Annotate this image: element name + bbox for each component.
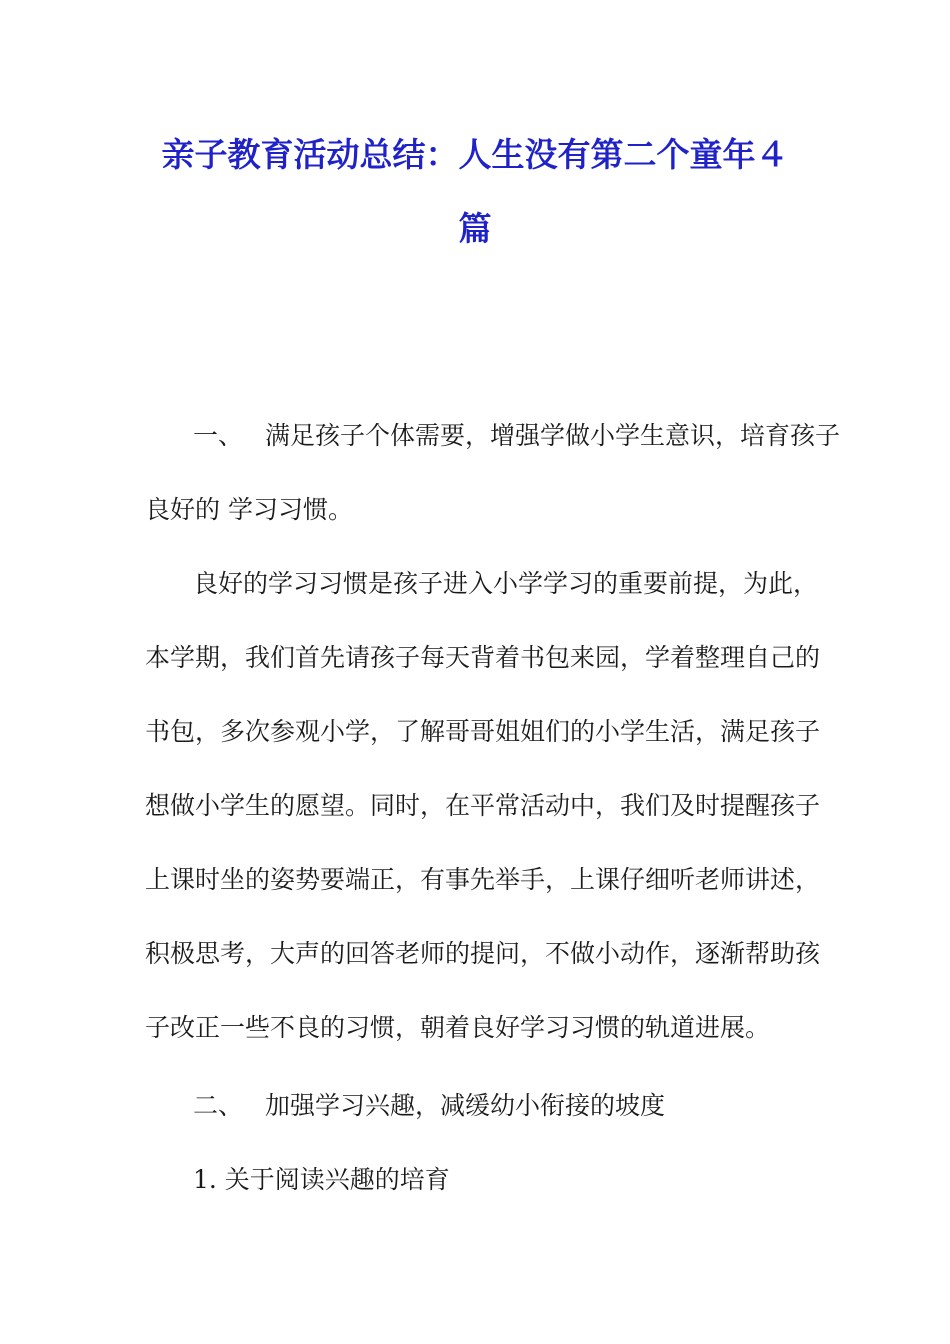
subsection-1-heading: 1. 关于阅读兴趣的培育 (193, 1165, 450, 1194)
title-line-1: 亲子教育活动总结：人生没有第二个童年４ (161, 135, 789, 174)
paragraph-line: 书包，多次参观小学，了解哥哥姐姐们的小学生活，满足孩子 (145, 717, 821, 746)
paragraph-line: 积极思考，大声的回答老师的提问，不做小动作，逐渐帮助孩 (145, 939, 821, 968)
paragraph-line: 良好的学习习惯是孩子进入小学学习的重要前提，为此， (193, 569, 819, 598)
document-title (120, 118, 830, 266)
paragraph-line: 想做小学生的愿望。同时，在平常活动中，我们及时提醒孩子 (145, 791, 821, 820)
section-1-number: 一、 (193, 421, 244, 450)
section-1-heading-continued: 良好的 学习习惯。 (145, 495, 353, 524)
section-2-heading-text: 加强学习兴趣，减缓幼小衔接的坡度 (265, 1091, 666, 1120)
paragraph-line: 本学期，我们首先请孩子每天背着书包来园，学着整理自己的 (145, 643, 821, 672)
section-1-heading (193, 418, 840, 454)
section-2-heading (193, 1088, 665, 1124)
title-line-2: 篇 (458, 209, 492, 248)
section-1-heading-text: 满足孩子个体需要，增强学做小学生意识，培育孩子 (265, 421, 841, 450)
paragraph-line: 子改正一些不良的习惯，朝着良好学习习惯的轨道进展。 (145, 1013, 771, 1042)
paragraph-line: 上课时坐的姿势要端正，有事先举手，上课仔细听老师讲述， (145, 865, 821, 894)
section-2-number: 二、 (193, 1091, 244, 1120)
